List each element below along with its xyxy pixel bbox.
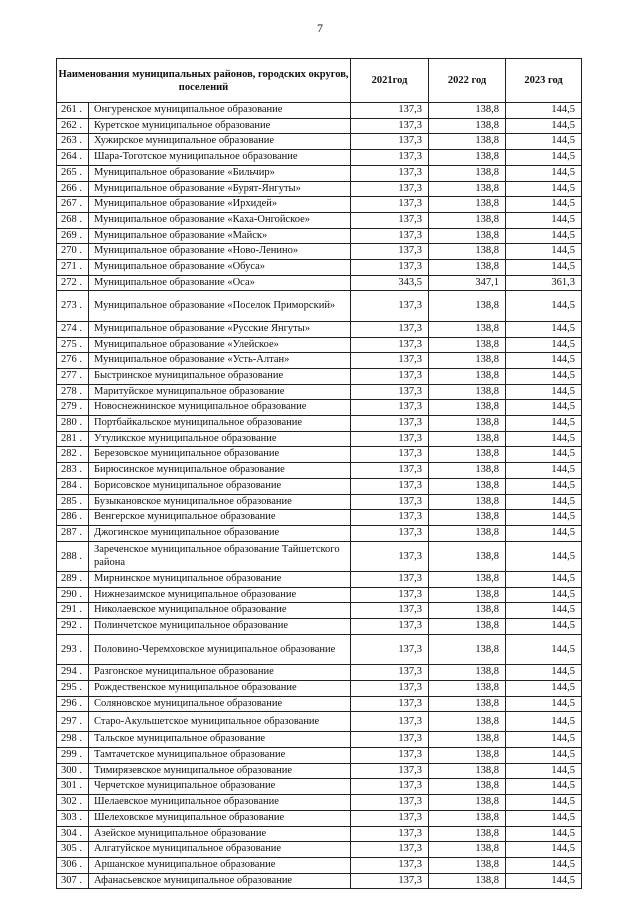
row-number: 293 . <box>57 634 89 664</box>
value-2023: 144,5 <box>506 197 582 213</box>
table-row <box>57 181 582 197</box>
value-2022: 138,8 <box>429 603 506 619</box>
header-2023: 2023 год <box>506 59 582 103</box>
value-2023: 144,5 <box>506 510 582 526</box>
row-name: Маритуйское муниципальное образование <box>89 384 351 400</box>
value-2022: 138,8 <box>429 494 506 510</box>
value-2022: 138,8 <box>429 103 506 119</box>
row-name: Разгонское муниципальное образование <box>89 665 351 681</box>
value-2022: 138,8 <box>429 431 506 447</box>
value-2021: 137,3 <box>351 416 429 432</box>
value-2023: 144,5 <box>506 368 582 384</box>
row-number: 302 . <box>57 795 89 811</box>
value-2022: 138,8 <box>429 447 506 463</box>
value-2023: 144,5 <box>506 244 582 260</box>
row-name: Аршанское муниципальное образование <box>89 858 351 874</box>
value-2023: 144,5 <box>506 712 582 732</box>
table-row <box>57 478 582 494</box>
value-2023: 144,5 <box>506 118 582 134</box>
row-number: 274 . <box>57 321 89 337</box>
table-row <box>57 763 582 779</box>
row-name: Зареченское муниципальное образование Тайшетского района <box>89 541 351 571</box>
row-name: Старо-Акульшетское муниципальное образование <box>89 712 351 732</box>
value-2023: 144,5 <box>506 810 582 826</box>
table-row <box>57 368 582 384</box>
row-number: 272 . <box>57 275 89 291</box>
row-number: 269 . <box>57 228 89 244</box>
row-name: Афанасьевское муниципальное образование <box>89 873 351 889</box>
row-number: 276 . <box>57 353 89 369</box>
value-2022: 138,8 <box>429 260 506 276</box>
budget-table <box>56 58 582 889</box>
table-row <box>57 858 582 874</box>
value-2023: 144,5 <box>506 572 582 588</box>
value-2022: 138,8 <box>429 826 506 842</box>
row-name: Муниципальное образование «Обуса» <box>89 260 351 276</box>
value-2021: 137,3 <box>351 244 429 260</box>
value-2023: 144,5 <box>506 384 582 400</box>
row-number: 280 . <box>57 416 89 432</box>
value-2023: 144,5 <box>506 826 582 842</box>
table-row <box>57 337 582 353</box>
value-2023: 144,5 <box>506 696 582 712</box>
row-name: Половино-Черемховское муниципальное образование <box>89 634 351 664</box>
value-2021: 137,3 <box>351 494 429 510</box>
row-number: 290 . <box>57 587 89 603</box>
row-name: Соляновское муниципальное образование <box>89 696 351 712</box>
table-row <box>57 353 582 369</box>
row-name: Николаевское муниципальное образование <box>89 603 351 619</box>
row-name: Муниципальное образование «Майск» <box>89 228 351 244</box>
row-name: Березовское муниципальное образование <box>89 447 351 463</box>
value-2022: 138,8 <box>429 779 506 795</box>
row-name: Муниципальное образование «Бильчир» <box>89 165 351 181</box>
row-number: 295 . <box>57 680 89 696</box>
row-name: Шелаевское муниципальное образование <box>89 795 351 811</box>
value-2023: 361,3 <box>506 275 582 291</box>
row-name: Борисовское муниципальное образование <box>89 478 351 494</box>
row-number: 289 . <box>57 572 89 588</box>
row-number: 301 . <box>57 779 89 795</box>
value-2022: 138,8 <box>429 634 506 664</box>
row-number: 288 . <box>57 541 89 571</box>
row-name: Куретское муниципальное образование <box>89 118 351 134</box>
value-2021: 137,3 <box>351 463 429 479</box>
value-2023: 144,5 <box>506 525 582 541</box>
row-name: Бирюсинское муниципальное образование <box>89 463 351 479</box>
table-row <box>57 572 582 588</box>
row-number: 261 . <box>57 103 89 119</box>
row-number: 305 . <box>57 842 89 858</box>
value-2022: 138,8 <box>429 197 506 213</box>
value-2023: 144,5 <box>506 447 582 463</box>
row-name: Хужирское муниципальное образование <box>89 134 351 150</box>
table-row <box>57 212 582 228</box>
value-2022: 138,8 <box>429 732 506 748</box>
table-row <box>57 510 582 526</box>
header-2021: 2021год <box>351 59 429 103</box>
value-2021: 137,3 <box>351 447 429 463</box>
value-2023: 144,5 <box>506 291 582 321</box>
value-2022: 138,8 <box>429 665 506 681</box>
value-2023: 144,5 <box>506 494 582 510</box>
value-2023: 144,5 <box>506 260 582 276</box>
value-2021: 137,3 <box>351 165 429 181</box>
value-2022: 138,8 <box>429 228 506 244</box>
value-2021: 137,3 <box>351 118 429 134</box>
row-number: 292 . <box>57 619 89 635</box>
row-name: Портбайкальское муниципальное образование <box>89 416 351 432</box>
value-2022: 138,8 <box>429 696 506 712</box>
value-2022: 138,8 <box>429 353 506 369</box>
row-number: 283 . <box>57 463 89 479</box>
value-2023: 144,5 <box>506 587 582 603</box>
value-2023: 144,5 <box>506 842 582 858</box>
value-2022: 138,8 <box>429 680 506 696</box>
row-number: 265 . <box>57 165 89 181</box>
row-name: Новоснежнинское муниципальное образование <box>89 400 351 416</box>
value-2023: 144,5 <box>506 748 582 764</box>
table-row <box>57 494 582 510</box>
row-name: Полинчетское муниципальное образование <box>89 619 351 635</box>
value-2022: 138,8 <box>429 384 506 400</box>
value-2021: 137,3 <box>351 134 429 150</box>
table-row <box>57 810 582 826</box>
value-2023: 144,5 <box>506 779 582 795</box>
value-2023: 144,5 <box>506 181 582 197</box>
value-2022: 138,8 <box>429 619 506 635</box>
value-2021: 137,3 <box>351 810 429 826</box>
table-row <box>57 525 582 541</box>
table-row <box>57 541 582 571</box>
value-2023: 144,5 <box>506 431 582 447</box>
value-2023: 144,5 <box>506 795 582 811</box>
value-2021: 137,3 <box>351 260 429 276</box>
value-2022: 138,8 <box>429 763 506 779</box>
table-body <box>57 103 582 889</box>
table-row <box>57 118 582 134</box>
header-2022: 2022 год <box>429 59 506 103</box>
value-2021: 343,5 <box>351 275 429 291</box>
header-name: Наименования муниципальных районов, городских округов, поселений <box>57 59 351 103</box>
table-row <box>57 400 582 416</box>
value-2022: 138,8 <box>429 795 506 811</box>
row-number: 304 . <box>57 826 89 842</box>
table-row <box>57 384 582 400</box>
table-row <box>57 228 582 244</box>
value-2022: 138,8 <box>429 572 506 588</box>
value-2021: 137,3 <box>351 291 429 321</box>
value-2023: 144,5 <box>506 603 582 619</box>
value-2022: 138,8 <box>429 321 506 337</box>
table-row <box>57 603 582 619</box>
row-number: 277 . <box>57 368 89 384</box>
row-name: Тамтачетское муниципальное образование <box>89 748 351 764</box>
table-row <box>57 712 582 732</box>
row-number: 294 . <box>57 665 89 681</box>
value-2021: 137,3 <box>351 779 429 795</box>
value-2021: 137,3 <box>351 181 429 197</box>
row-name: Муниципальное образование «Каха-Онгойское» <box>89 212 351 228</box>
row-name: Тимирязевское муниципальное образование <box>89 763 351 779</box>
value-2022: 138,8 <box>429 416 506 432</box>
row-number: 273 . <box>57 291 89 321</box>
table-header-row <box>57 59 582 103</box>
value-2021: 137,3 <box>351 353 429 369</box>
row-name: Муниципальное образование «Русские Янгуты» <box>89 321 351 337</box>
value-2022: 138,8 <box>429 150 506 166</box>
value-2022: 138,8 <box>429 291 506 321</box>
value-2021: 137,3 <box>351 748 429 764</box>
value-2021: 137,3 <box>351 858 429 874</box>
value-2022: 138,8 <box>429 212 506 228</box>
value-2022: 138,8 <box>429 842 506 858</box>
row-number: 282 . <box>57 447 89 463</box>
value-2022: 138,8 <box>429 368 506 384</box>
table-row <box>57 275 582 291</box>
value-2022: 138,8 <box>429 525 506 541</box>
value-2021: 137,3 <box>351 541 429 571</box>
value-2023: 144,5 <box>506 763 582 779</box>
table-row <box>57 842 582 858</box>
row-number: 262 . <box>57 118 89 134</box>
value-2021: 137,3 <box>351 400 429 416</box>
value-2021: 137,3 <box>351 572 429 588</box>
table-row <box>57 779 582 795</box>
value-2023: 144,5 <box>506 541 582 571</box>
row-name: Муниципальное образование «Ново-Ленино» <box>89 244 351 260</box>
row-number: 264 . <box>57 150 89 166</box>
row-number: 271 . <box>57 260 89 276</box>
table-row <box>57 260 582 276</box>
table-row <box>57 244 582 260</box>
row-name: Шара-Тоготское муниципальное образование <box>89 150 351 166</box>
value-2022: 138,8 <box>429 337 506 353</box>
row-name: Нижнезаимское муниципальное образование <box>89 587 351 603</box>
value-2023: 144,5 <box>506 150 582 166</box>
row-name: Быстринское муниципальное образование <box>89 368 351 384</box>
value-2022: 138,8 <box>429 134 506 150</box>
row-number: 263 . <box>57 134 89 150</box>
value-2022: 138,8 <box>429 400 506 416</box>
value-2021: 137,3 <box>351 384 429 400</box>
value-2023: 144,5 <box>506 353 582 369</box>
row-name: Муниципальное образование «Поселок Приморский» <box>89 291 351 321</box>
value-2022: 138,8 <box>429 463 506 479</box>
row-name: Венгерское муниципальное образование <box>89 510 351 526</box>
value-2021: 137,3 <box>351 197 429 213</box>
value-2023: 144,5 <box>506 321 582 337</box>
row-number: 284 . <box>57 478 89 494</box>
row-number: 297 . <box>57 712 89 732</box>
value-2021: 137,3 <box>351 228 429 244</box>
value-2022: 138,8 <box>429 244 506 260</box>
table-row <box>57 463 582 479</box>
row-number: 298 . <box>57 732 89 748</box>
table-row <box>57 634 582 664</box>
value-2021: 137,3 <box>351 150 429 166</box>
value-2021: 137,3 <box>351 763 429 779</box>
table-row <box>57 587 582 603</box>
row-name: Черчетское муниципальное образование <box>89 779 351 795</box>
value-2023: 144,5 <box>506 634 582 664</box>
table-row <box>57 134 582 150</box>
table-row <box>57 103 582 119</box>
table-row <box>57 165 582 181</box>
value-2023: 144,5 <box>506 463 582 479</box>
value-2023: 144,5 <box>506 212 582 228</box>
value-2021: 137,3 <box>351 587 429 603</box>
table-row <box>57 431 582 447</box>
value-2022: 138,8 <box>429 541 506 571</box>
row-number: 270 . <box>57 244 89 260</box>
table-row <box>57 826 582 842</box>
row-name: Шелеховское муниципальное образование <box>89 810 351 826</box>
table-row <box>57 197 582 213</box>
value-2023: 144,5 <box>506 165 582 181</box>
table-row <box>57 321 582 337</box>
value-2021: 137,3 <box>351 842 429 858</box>
row-number: 286 . <box>57 510 89 526</box>
value-2022: 138,8 <box>429 478 506 494</box>
value-2021: 137,3 <box>351 103 429 119</box>
row-number: 279 . <box>57 400 89 416</box>
value-2021: 137,3 <box>351 634 429 664</box>
row-name: Рождественское муниципальное образование <box>89 680 351 696</box>
table-row <box>57 748 582 764</box>
value-2023: 144,5 <box>506 416 582 432</box>
row-name: Мирнинское муниципальное образование <box>89 572 351 588</box>
value-2022: 138,8 <box>429 810 506 826</box>
row-number: 285 . <box>57 494 89 510</box>
value-2021: 137,3 <box>351 732 429 748</box>
table-row <box>57 732 582 748</box>
value-2023: 144,5 <box>506 732 582 748</box>
row-name: Алгатуйское муниципальное образование <box>89 842 351 858</box>
value-2022: 138,8 <box>429 712 506 732</box>
row-number: 307 . <box>57 873 89 889</box>
value-2023: 144,5 <box>506 134 582 150</box>
value-2023: 144,5 <box>506 228 582 244</box>
row-number: 303 . <box>57 810 89 826</box>
row-name: Азейское муниципальное образование <box>89 826 351 842</box>
value-2021: 137,3 <box>351 525 429 541</box>
row-number: 267 . <box>57 197 89 213</box>
row-name: Муниципальное образование «Оса» <box>89 275 351 291</box>
value-2021: 137,3 <box>351 826 429 842</box>
value-2021: 137,3 <box>351 619 429 635</box>
table-row <box>57 696 582 712</box>
table-row <box>57 416 582 432</box>
value-2021: 137,3 <box>351 478 429 494</box>
value-2021: 137,3 <box>351 696 429 712</box>
row-number: 306 . <box>57 858 89 874</box>
row-name: Джогинское муниципальное образование <box>89 525 351 541</box>
row-number: 299 . <box>57 748 89 764</box>
value-2021: 137,3 <box>351 510 429 526</box>
value-2022: 138,8 <box>429 748 506 764</box>
row-number: 287 . <box>57 525 89 541</box>
value-2021: 137,3 <box>351 873 429 889</box>
row-name: Муниципальное образование «Бурят-Янгуты» <box>89 181 351 197</box>
value-2021: 137,3 <box>351 712 429 732</box>
table-row <box>57 619 582 635</box>
row-number: 266 . <box>57 181 89 197</box>
value-2022: 138,8 <box>429 118 506 134</box>
row-number: 278 . <box>57 384 89 400</box>
row-number: 281 . <box>57 431 89 447</box>
row-number: 275 . <box>57 337 89 353</box>
value-2021: 137,3 <box>351 368 429 384</box>
table-row <box>57 291 582 321</box>
row-number: 296 . <box>57 696 89 712</box>
value-2023: 144,5 <box>506 337 582 353</box>
value-2021: 137,3 <box>351 212 429 228</box>
value-2023: 144,5 <box>506 400 582 416</box>
value-2021: 137,3 <box>351 680 429 696</box>
value-2023: 144,5 <box>506 858 582 874</box>
value-2022: 138,8 <box>429 181 506 197</box>
value-2021: 137,3 <box>351 321 429 337</box>
value-2023: 144,5 <box>506 873 582 889</box>
value-2022: 138,8 <box>429 858 506 874</box>
value-2021: 137,3 <box>351 337 429 353</box>
row-name: Муниципальное образование «Ирхидей» <box>89 197 351 213</box>
row-name: Муниципальное образование «Улейское» <box>89 337 351 353</box>
row-name: Муниципальное образование «Усть-Алтан» <box>89 353 351 369</box>
table-row <box>57 447 582 463</box>
table-row <box>57 150 582 166</box>
value-2022: 138,8 <box>429 510 506 526</box>
table-row <box>57 795 582 811</box>
table-row <box>57 680 582 696</box>
row-number: 268 . <box>57 212 89 228</box>
value-2021: 137,3 <box>351 603 429 619</box>
value-2021: 137,3 <box>351 665 429 681</box>
row-name: Утуликское муниципальное образование <box>89 431 351 447</box>
row-number: 300 . <box>57 763 89 779</box>
value-2023: 144,5 <box>506 665 582 681</box>
value-2023: 144,5 <box>506 619 582 635</box>
value-2022: 138,8 <box>429 587 506 603</box>
row-name: Онгуренское муниципальное образование <box>89 103 351 119</box>
value-2022: 138,8 <box>429 873 506 889</box>
value-2021: 137,3 <box>351 431 429 447</box>
value-2023: 144,5 <box>506 103 582 119</box>
value-2021: 137,3 <box>351 795 429 811</box>
page-number: 7 <box>317 21 323 35</box>
row-name: Бузыкановское муниципальное образование <box>89 494 351 510</box>
value-2022: 347,1 <box>429 275 506 291</box>
row-name: Тальское муниципальное образование <box>89 732 351 748</box>
table-row <box>57 665 582 681</box>
value-2023: 144,5 <box>506 478 582 494</box>
row-number: 291 . <box>57 603 89 619</box>
value-2022: 138,8 <box>429 165 506 181</box>
value-2023: 144,5 <box>506 680 582 696</box>
table-row <box>57 873 582 889</box>
